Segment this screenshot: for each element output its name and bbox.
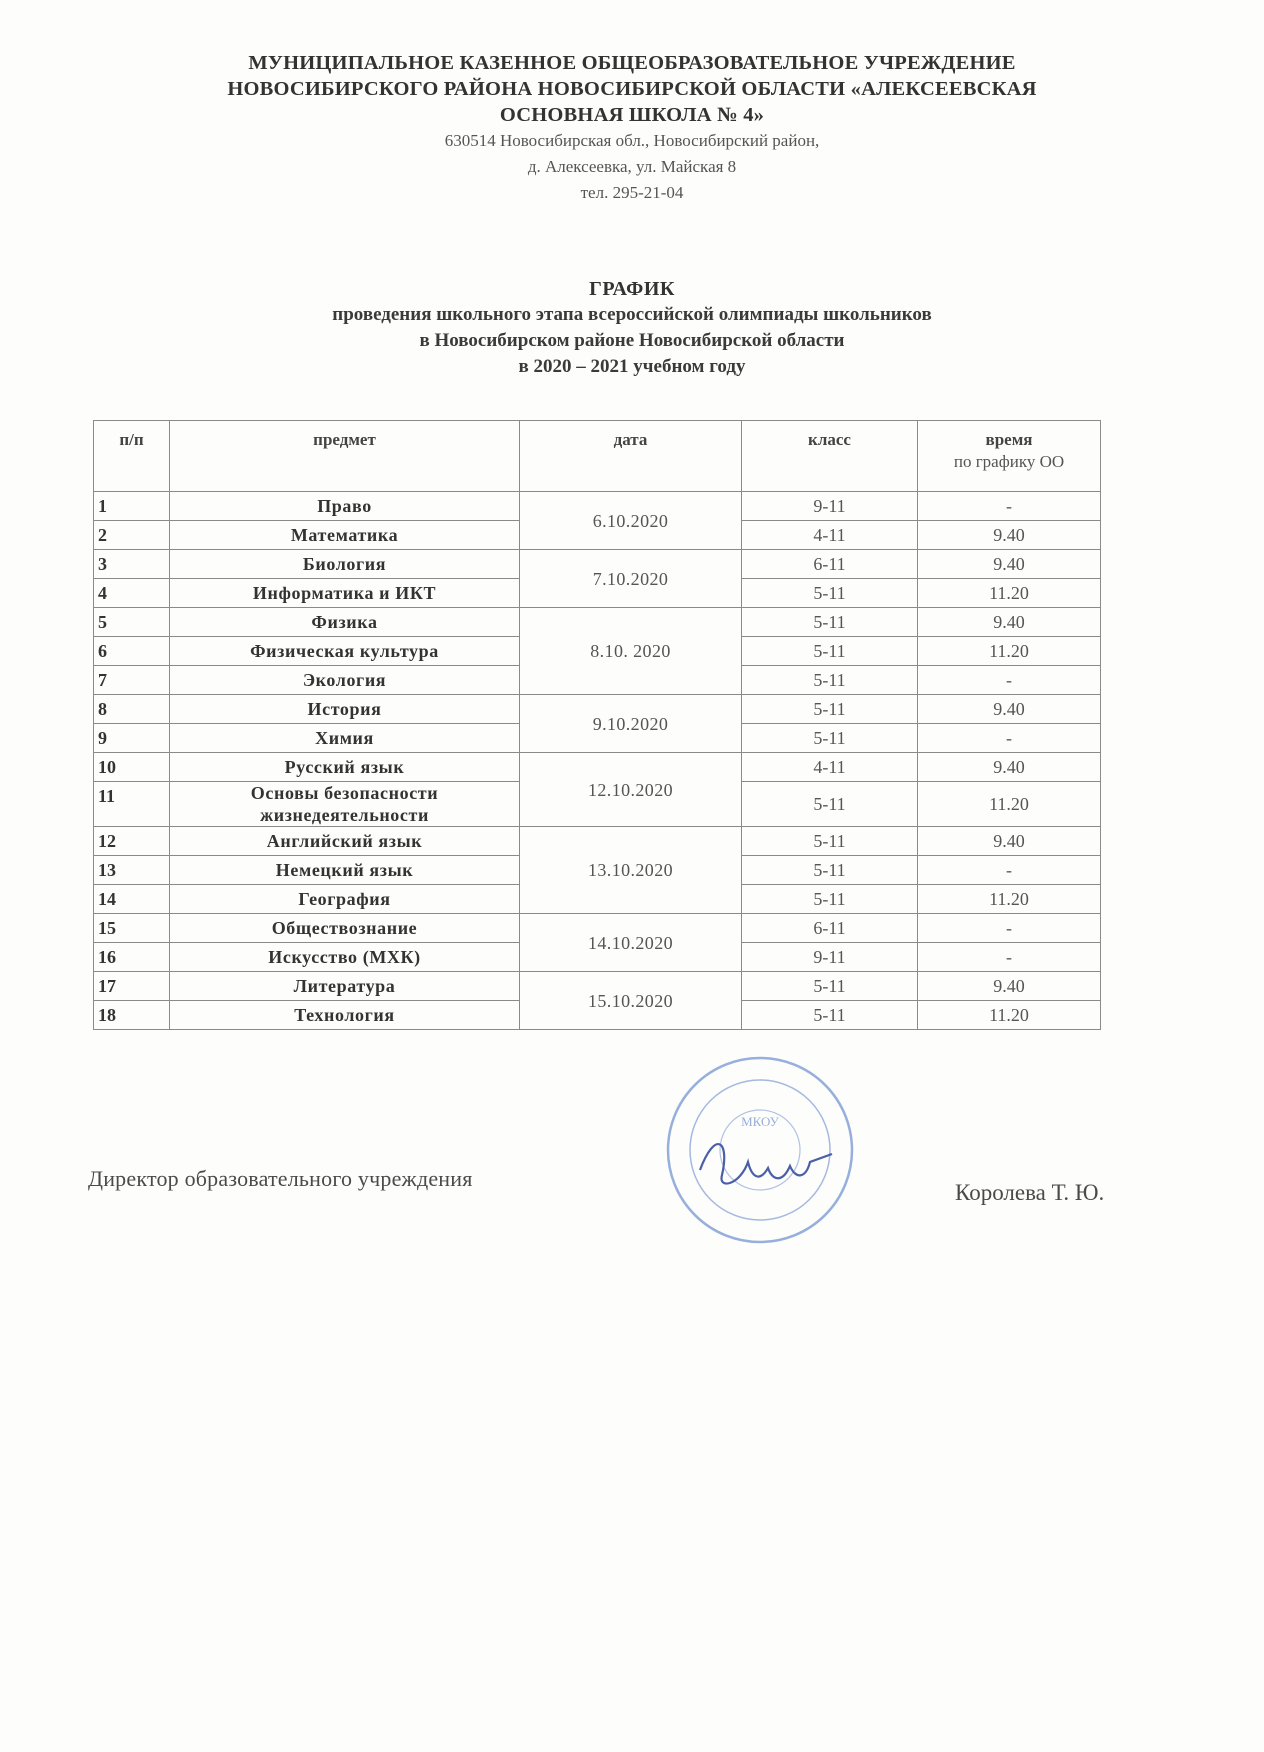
row-time: -	[918, 914, 1101, 943]
table-row	[94, 914, 1101, 943]
row-class: 5-11	[742, 608, 918, 637]
org-name-line-3: ОСНОВНАЯ ШКОЛА № 4»	[499, 104, 765, 126]
row-num: 14	[94, 885, 170, 914]
row-subject: Обществознание	[170, 914, 520, 943]
row-num: 10	[94, 753, 170, 782]
row-time: 9.40	[918, 753, 1101, 782]
header-time-sub: по графику ОО	[953, 452, 1065, 471]
row-date: 7.10.2020	[520, 550, 742, 608]
table-row	[94, 972, 1101, 1001]
row-time: 9.40	[918, 608, 1101, 637]
row-date: 12.10.2020	[520, 753, 742, 827]
header-date: дата	[520, 421, 742, 492]
row-time: 11.20	[918, 1001, 1101, 1030]
row-time: 11.20	[918, 885, 1101, 914]
title-line-3: в 2020 – 2021 учебном году	[518, 356, 746, 377]
row-subject: Искусство (МХК)	[170, 943, 520, 972]
row-class: 5-11	[742, 666, 918, 695]
schedule-table	[93, 420, 1101, 1030]
row-time: 9.40	[918, 550, 1101, 579]
row-time: 9.40	[918, 521, 1101, 550]
table-row	[94, 550, 1101, 579]
row-num: 11	[94, 782, 170, 827]
row-class: 9-11	[742, 943, 918, 972]
row-date: 14.10.2020	[520, 914, 742, 972]
row-time: -	[918, 492, 1101, 521]
row-num: 5	[94, 608, 170, 637]
table-row	[94, 695, 1101, 724]
row-subject: Математика	[170, 521, 520, 550]
header-num: п/п	[94, 421, 170, 492]
row-subject: Немецкий язык	[170, 856, 520, 885]
row-num: 12	[94, 827, 170, 856]
row-subject: Английский язык	[170, 827, 520, 856]
table-row	[94, 827, 1101, 856]
row-class: 5-11	[742, 856, 918, 885]
row-class: 5-11	[742, 972, 918, 1001]
row-class: 4-11	[742, 521, 918, 550]
row-date: 6.10.2020	[520, 492, 742, 550]
row-class: 5-11	[742, 637, 918, 666]
row-time: -	[918, 943, 1101, 972]
row-date: 13.10.2020	[520, 827, 742, 914]
org-name-line-1: МУНИЦИПАЛЬНОЕ КАЗЕННОЕ ОБЩЕОБРАЗОВАТЕЛЬНОЕ УЧРЕЖДЕНИЕ	[248, 52, 1016, 74]
row-num: 15	[94, 914, 170, 943]
row-time: 11.20	[918, 579, 1101, 608]
row-time: -	[918, 666, 1101, 695]
row-class: 4-11	[742, 753, 918, 782]
row-class: 5-11	[742, 827, 918, 856]
row-subject: Физика	[170, 608, 520, 637]
phone-line: тел. 295-21-04	[580, 183, 684, 202]
row-subject: Право	[170, 492, 520, 521]
table-row	[94, 608, 1101, 637]
svg-text:МКОУ: МКОУ	[741, 1114, 779, 1129]
row-subject: История	[170, 695, 520, 724]
table-row	[94, 753, 1101, 782]
row-time: -	[918, 856, 1101, 885]
row-time: -	[918, 724, 1101, 753]
row-class: 5-11	[742, 724, 918, 753]
row-subject: География	[170, 885, 520, 914]
document-title	[0, 276, 1264, 380]
address-line-1: 630514 Новосибирская обл., Новосибирский район,	[444, 131, 820, 150]
row-time: 9.40	[918, 695, 1101, 724]
row-subject: Основы безопасности жизнедеятельности	[170, 782, 520, 827]
row-time: 9.40	[918, 827, 1101, 856]
row-num: 9	[94, 724, 170, 753]
row-num: 6	[94, 637, 170, 666]
row-num: 13	[94, 856, 170, 885]
header-time	[918, 421, 1101, 492]
title-main: ГРАФИК	[589, 278, 675, 300]
row-subject: Русский язык	[170, 753, 520, 782]
row-date: 15.10.2020	[520, 972, 742, 1030]
row-num: 2	[94, 521, 170, 550]
row-subject: Химия	[170, 724, 520, 753]
row-class: 5-11	[742, 885, 918, 914]
director-label: Директор образовательного учреждения	[88, 1166, 473, 1191]
official-stamp	[660, 1050, 860, 1250]
row-num: 4	[94, 579, 170, 608]
row-num: 8	[94, 695, 170, 724]
row-time: 11.20	[918, 782, 1101, 827]
row-class: 5-11	[742, 579, 918, 608]
row-num: 7	[94, 666, 170, 695]
row-time: 11.20	[918, 637, 1101, 666]
row-subject: Литература	[170, 972, 520, 1001]
row-class: 5-11	[742, 695, 918, 724]
org-name-line-2: НОВОСИБИРСКОГО РАЙОНА НОВОСИБИРСКОЙ ОБЛАСТИ «АЛЕКСЕЕВСКАЯ	[227, 78, 1037, 100]
row-subject: Экология	[170, 666, 520, 695]
row-num: 1	[94, 492, 170, 521]
row-date: 8.10. 2020	[520, 608, 742, 695]
table-row	[94, 492, 1101, 521]
row-num: 3	[94, 550, 170, 579]
row-class: 5-11	[742, 1001, 918, 1030]
row-num: 18	[94, 1001, 170, 1030]
header-time-label: время	[985, 430, 1033, 449]
address-line-2: д. Алексеевка, ул. Майская 8	[527, 157, 737, 176]
header-class: класс	[742, 421, 918, 492]
header-subject: предмет	[170, 421, 520, 492]
row-num: 16	[94, 943, 170, 972]
row-class: 6-11	[742, 550, 918, 579]
title-line-2: в Новосибирском районе Новосибирской области	[419, 330, 845, 351]
title-line-1: проведения школьного этапа всероссийской олимпиады школьников	[332, 304, 932, 325]
table-header-row	[94, 421, 1101, 492]
letterhead	[0, 50, 1264, 206]
row-class: 5-11	[742, 782, 918, 827]
row-class: 6-11	[742, 914, 918, 943]
row-subject: Информатика и ИКТ	[170, 579, 520, 608]
row-time: 9.40	[918, 972, 1101, 1001]
row-subject: Физическая культура	[170, 637, 520, 666]
row-subject: Технология	[170, 1001, 520, 1030]
row-date: 9.10.2020	[520, 695, 742, 753]
row-num: 17	[94, 972, 170, 1001]
signer-name: Королева Т. Ю.	[955, 1180, 1105, 1205]
row-subject: Биология	[170, 550, 520, 579]
row-class: 9-11	[742, 492, 918, 521]
